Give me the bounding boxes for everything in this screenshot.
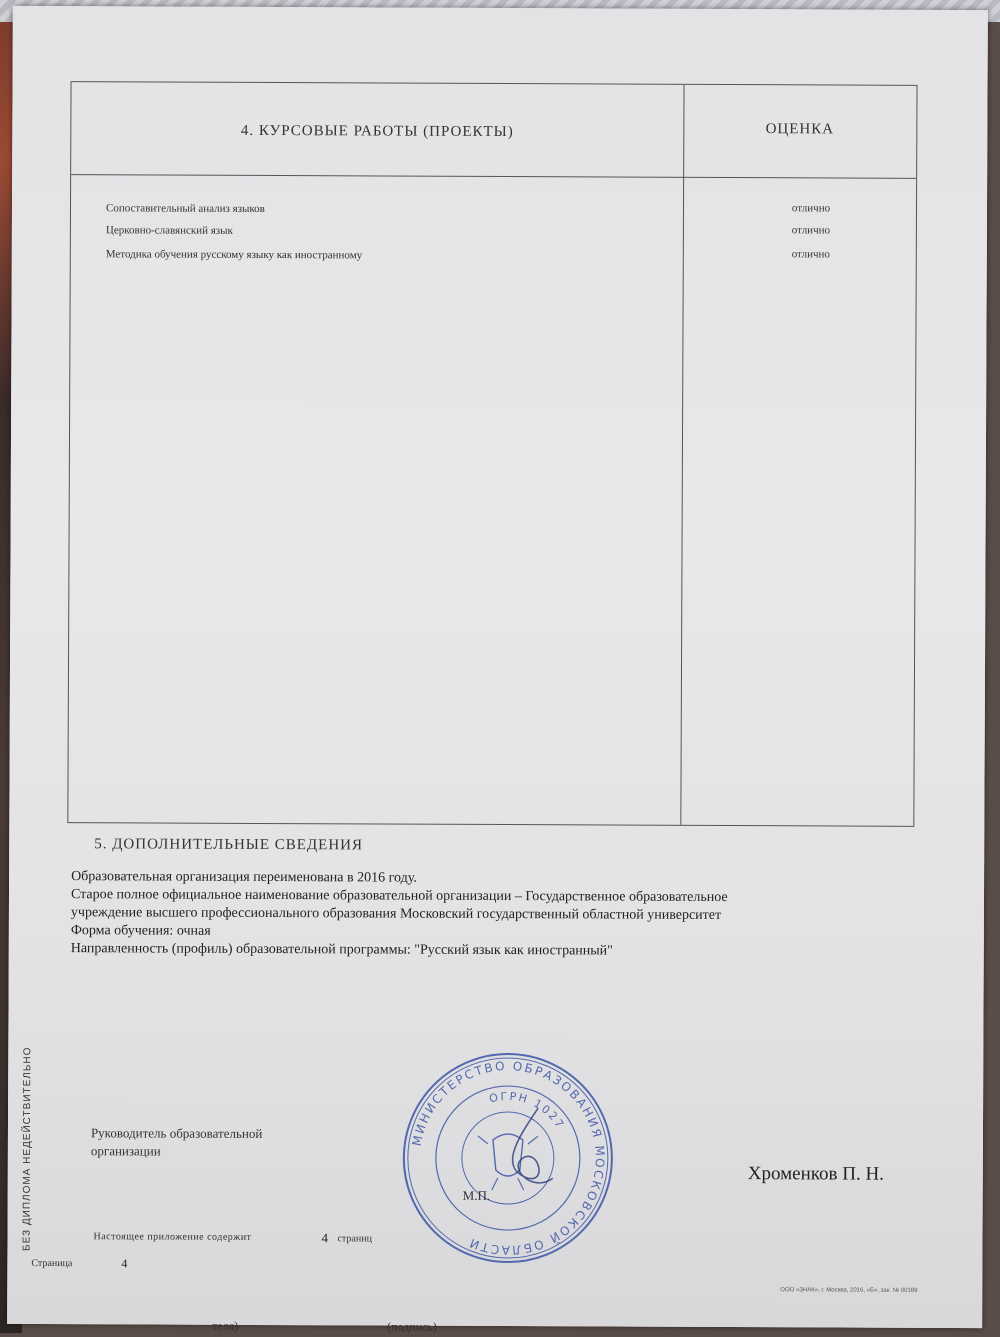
official-seal-stamp: [397, 1048, 618, 1269]
additional-info-line-3: учреждение высшего профессионального образования Московский государственный областной университет: [70, 905, 722, 923]
coursework-title: 4. КУРСОВЫЕ РАБОТЫ (ПРОЕКТЫ): [240, 122, 514, 141]
page-number: 4: [121, 1256, 128, 1271]
additional-info-line-2: Старое полное официальное наименование образовательной организации – Государственное образовательное: [70, 887, 728, 906]
additional-info-line-1: Образовательная организация переименована в 2016 году.: [71, 869, 417, 886]
seal-outer-text: МИНИСТЕРСТВО ОБРАЗОВАНИЯ МОСКОВСКОЙ ОБЛАСТИ: [409, 1058, 608, 1258]
side-warning-text: БЕЗ ДИПЛОМА НЕДЕЙСТВИТЕЛЬНО: [21, 1046, 34, 1251]
coursework-row-1: Сопоставительный анализ языков: [105, 202, 265, 215]
page-label: Страница: [31, 1257, 73, 1270]
head-of-organization-label: Руководитель образовательной организации: [90, 1125, 263, 1159]
header-divider: [71, 174, 916, 179]
additional-info-line-5: Направленность (профиль) образовательной программы: "Русский язык как иностранный": [70, 941, 613, 959]
pages-count-label: Настоящее приложение содержит: [93, 1231, 252, 1243]
column-divider: [680, 85, 684, 825]
coursework-grade-1: отлично: [791, 202, 831, 215]
printer-note: ООО «ЗНАК», г. Москва, 2016, «Б», зак. № 00189: [780, 1287, 918, 1294]
bottom-cut-text-right: (подпись): [387, 1319, 437, 1334]
diploma-supplement-page: [7, 6, 988, 1334]
coursework-table: [67, 81, 917, 827]
stamp-place-label: М.П.: [462, 1187, 491, 1203]
bottom-cut-text-left: теля): [212, 1318, 239, 1333]
grade-column-title: ОЦЕНКА: [765, 121, 835, 138]
coursework-row-2: Церковно-славянский язык: [105, 224, 233, 237]
pages-count-suffix: страниц: [337, 1233, 372, 1245]
coursework-grade-3: отлично: [791, 248, 830, 261]
pages-count-value: 4: [321, 1230, 329, 1246]
coursework-row-3: Методика обучения русскому языку как иностранному: [105, 248, 363, 262]
seal-inner-text: ОГРН 1027: [488, 1089, 568, 1132]
additional-info-line-4: Форма обучения: очная: [70, 923, 211, 939]
additional-info-title: 5. ДОПОЛНИТЕЛЬНЫЕ СВЕДЕНИЯ: [94, 836, 364, 854]
signer-name: Хроменков П. Н.: [747, 1163, 885, 1185]
coursework-grade-2: отлично: [791, 224, 831, 237]
